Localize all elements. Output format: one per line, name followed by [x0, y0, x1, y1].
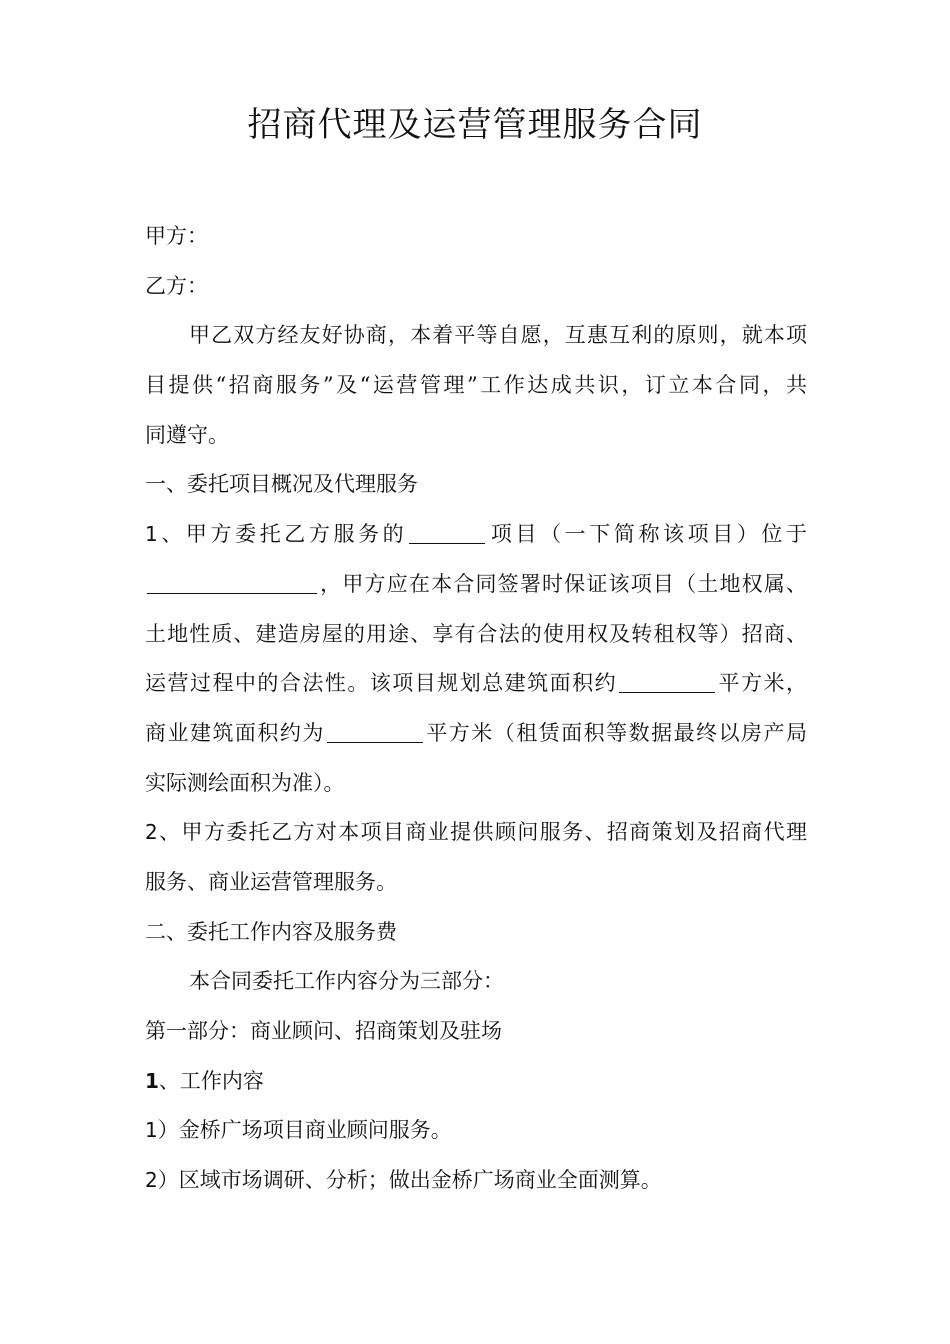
clause-text: 平方米， [717, 671, 807, 696]
intro-paragraph-line: 甲乙双方经友好协商，本着平等自愿，互惠互利的原则，就本项 [189, 323, 807, 348]
clause-1-line [145, 659, 807, 709]
clause-number: 1 [145, 522, 158, 547]
clause-text: ，甲方应在本合同签署时保证该项目（土地权属、 [319, 571, 807, 596]
intro-paragraph-line: 目提供“招商服务”及“运营管理”工作达成共识，订立本合同，共 [145, 373, 807, 398]
section-heading: 一、委托项目概况及代理服务 [145, 472, 418, 497]
clause-text: 项目（一下简称该项目）位于 [487, 522, 808, 547]
clause-text: 商业建筑面积约为 [145, 720, 325, 745]
document-title: 招商代理及运营管理服务合同 [247, 105, 703, 145]
clause-2-line: 服务、商业运营管理服务。 [145, 869, 397, 894]
commercial-area-blank [327, 718, 423, 743]
item-number: 1 [145, 1068, 159, 1093]
item-label: 、工作内容 [158, 1068, 264, 1093]
section-heading: 二、委托工作内容及服务费 [145, 919, 397, 944]
clause-number: 2 [145, 820, 158, 845]
clause-text: 、甲方委托乙方服务的 [157, 522, 408, 547]
sub-item-text: ）金桥广场项目商业顾问服务。 [157, 1118, 452, 1143]
clause-1-line [145, 560, 807, 610]
item-heading [145, 1057, 807, 1107]
party-b-line: 乙方： [145, 273, 208, 298]
document-body [145, 212, 807, 1206]
project-name-blank [409, 519, 485, 544]
sub-item-text: ）区域市场调研、分析；做出金桥广场商业全面测算。 [157, 1168, 662, 1193]
location-blank [147, 569, 317, 594]
part-heading: 第一部分：商业顾问、招商策划及驻场 [145, 1019, 502, 1043]
sub-item [145, 1156, 807, 1206]
clause-1-line: 实际测绘面积为准）。 [145, 770, 345, 795]
party-a-line: 甲方： [145, 224, 208, 248]
clause-text: 运营过程中的合法性。该项目规划总建筑面积约 [145, 671, 618, 696]
total-area-blank [619, 668, 715, 693]
clause-text: 平方米（租赁面积等数据最终以房产局 [424, 720, 808, 745]
sub-item [145, 1106, 807, 1156]
intro-paragraph-line: 同遵守。 [145, 422, 229, 447]
section-intro: 本合同委托工作内容分为三部分： [189, 969, 504, 994]
clause-1-line [145, 510, 807, 560]
clause-2-line [145, 808, 807, 858]
sub-item-number: 2 [145, 1168, 158, 1193]
clause-1-line: 土地性质、建造房屋的用途、享有合法的使用权及转租权等）招商、 [145, 621, 807, 646]
clause-1-line [145, 709, 807, 759]
clause-text: 、甲方委托乙方对本项目商业提供顾问服务、招商策划及招商代理 [157, 820, 807, 845]
sub-item-number: 1 [145, 1118, 158, 1143]
